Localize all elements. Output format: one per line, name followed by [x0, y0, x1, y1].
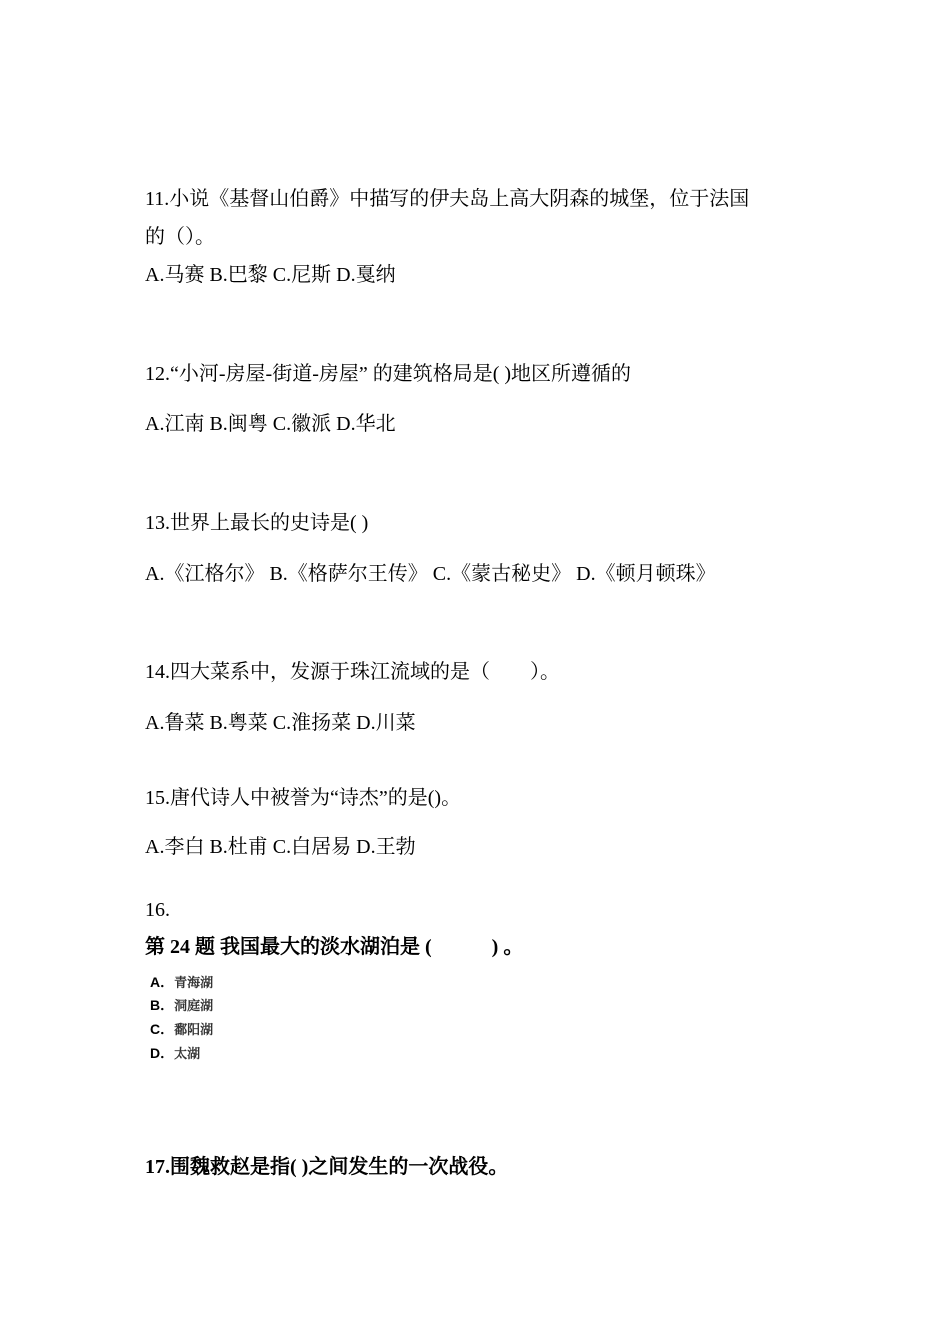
question-11-text-line2: 的（）。	[145, 226, 215, 248]
question-17-text: 17.围魏救赵是指( )之间发生的一次战役。	[145, 1156, 509, 1178]
question-16-title: 第 24 题 我国最大的淡水湖泊是 ( ) 。	[145, 936, 524, 958]
question-14-text: 14.四大菜系中，发源于珠江流域的是（ ）。	[145, 661, 560, 683]
option-text: 青海湖	[174, 976, 214, 991]
option-letter: D．	[150, 1045, 175, 1061]
question-13-text: 13.世界上最长的史诗是( )	[145, 512, 369, 534]
question-16-number: 16.	[145, 899, 170, 921]
question-16-option-b	[150, 996, 213, 1016]
option-letter: C．	[150, 1021, 175, 1037]
option-text: 鄱阳湖	[174, 1023, 214, 1038]
option-letter: B．	[150, 997, 175, 1013]
option-text: 洞庭湖	[174, 999, 214, 1014]
question-16-option-a	[150, 973, 213, 993]
question-11-options: A.马赛 B.巴黎 C.尼斯 D.戛纳	[145, 264, 396, 286]
question-12-options: A.江南 B.闽粤 C.徽派 D.华北	[145, 413, 396, 435]
question-16-option-c	[150, 1020, 213, 1040]
question-13-options: A.《江格尔》 B.《格萨尔王传》 C.《蒙古秘史》 D.《顿月顿珠》	[145, 563, 716, 585]
option-text: 太湖	[174, 1047, 201, 1062]
question-11-text-line1: 11.小说《基督山伯爵》中描写的伊夫岛上高大阴森的城堡，位于法国	[145, 188, 750, 210]
question-15-text: 15.唐代诗人中被誉为“诗杰”的是()。	[145, 787, 462, 809]
question-14-options: A.鲁菜 B.粤菜 C.淮扬菜 D.川菜	[145, 712, 416, 734]
question-16-option-d	[150, 1044, 200, 1064]
option-letter: A．	[150, 974, 175, 990]
question-15-options: A.李白 B.杜甫 C.白居易 D.王勃	[145, 836, 416, 858]
question-12-text: 12.“小河-房屋-街道-房屋” 的建筑格局是( )地区所遵循的	[145, 363, 632, 385]
